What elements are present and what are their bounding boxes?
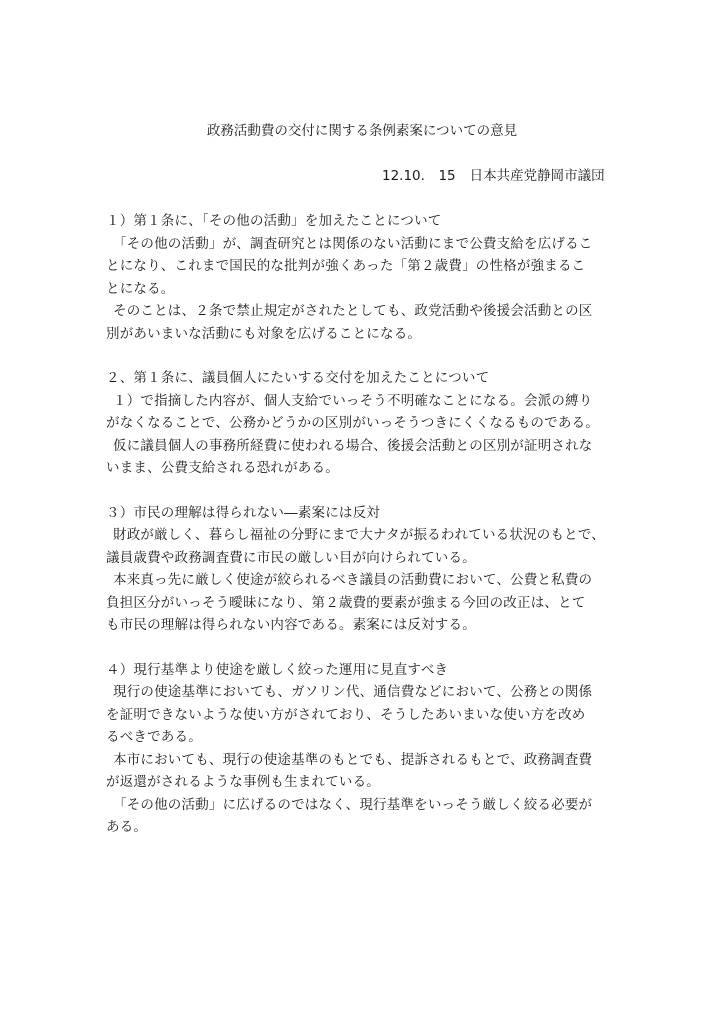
paragraph-line: 「その他の活動」に広げるのではなく、現行基準をいっそう厳しく絞る必要が (113, 796, 593, 813)
paragraph-line: 現行の使途基準においても、ガソリン代、通信費などにおいて、公務との関係 (113, 684, 593, 700)
paragraph-line: がなくなることで、公務かどうかの区別がいっそうつきにくくなるものである。 (106, 415, 599, 431)
paragraph-line: 仮に議員個人の事務所経費に使われる場合、後援会活動との区別が証明されな (113, 437, 593, 454)
paragraph-line: 本市においても、現行の使途基準のもとでも、提訴されるもとで、政務調査費 (113, 751, 593, 768)
paragraph-line: も市民の理解は得られない内容である。素案には反対する。 (106, 617, 476, 633)
section-heading: １）第１条に、「その他の活動」を加えたことについて (106, 213, 442, 229)
paragraph-line: ある。 (106, 819, 148, 835)
paragraph-line: 「その他の活動」が、調査研究とは関係のない活動にまで公費支給を広げるこ (113, 235, 593, 252)
paragraph-line: を証明できないような使い方がされており、そうしたあいまいな使い方を改め (106, 706, 586, 723)
paragraph-line: 負担区分がいっそう曖昧になり、第２歳費的要素が強まる今回の改正は、とて (106, 594, 586, 611)
paragraph-line: いまま、公費支給される恐れがある。 (106, 460, 339, 476)
section-4 (106, 659, 626, 839)
paragraph-line: るべきである。 (106, 729, 202, 745)
section-2 (106, 367, 626, 480)
paragraph-line: とになる。 (106, 280, 175, 297)
paragraph-line: １）で指摘した内容が、個人支給でいっそう不明確なことになる。会派の縛り (113, 392, 593, 409)
document-body (106, 210, 626, 861)
section-heading: ２、第１条に、議員個人にたいする交付を加えたことについて (106, 370, 490, 386)
section-3 (106, 502, 626, 637)
document-author: 日本共産党静岡市議団 (469, 168, 605, 184)
paragraph-line: が返還がされるような事例も生まれている。 (106, 774, 380, 790)
section-heading: ４）現行基準より使途を厳しく絞った運用に見直すべき (106, 661, 449, 678)
paragraph-line: とになり、これまで国民的な批判が強くあった「第２歳費」の性格が強まるこ (106, 258, 586, 274)
document-date: 12.10. 15 (382, 168, 456, 184)
paragraph-line: そのことは、２条で禁止規定がされたとしても、政党活動や後援会活動との区 (113, 303, 593, 319)
paragraph-line: 本来真っ先に厳しく使途が絞られるべき議員の活動費において、公費と私費の (113, 572, 593, 588)
section-1 (106, 210, 626, 345)
paragraph-line: 議員歳費や政務調査費に市民の厳しい目が向けられている。 (106, 549, 476, 566)
paragraph-line: 別があいまいな活動にも対象を広げることになる。 (106, 325, 422, 342)
paragraph-line: 財政が厳しく、暮らし福祉の分野にまで大ナタが振るわれている状況のもとで、 (113, 527, 605, 543)
section-heading: ３）市民の理解は得られない―素案には反対 (106, 504, 380, 521)
document-title: 政務活動費の交付に関する条例素案についての意見 (206, 123, 518, 139)
document-meta (382, 166, 605, 186)
